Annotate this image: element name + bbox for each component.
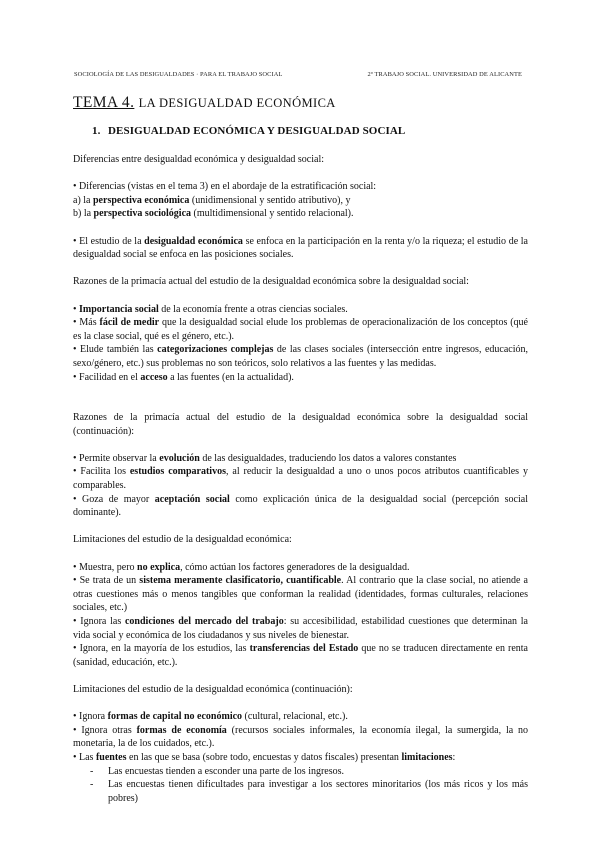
list-item: • Se trata de un sistema meramente clasificatorio, cuantificable. Al contrario que la clase social, no atiende a otras cuestiones más o menos tangibles que conforman la realidad (identidades, formas culturales, relaciones sociales, etc.) (73, 575, 528, 614)
bullet-line: • Diferencias (vistas en el tema 3) en el abordaje de la estratificación social: (73, 181, 377, 193)
dash-list-item: - Las encuestas tienden a esconder una parte de los ingresos. (90, 765, 345, 777)
list-item: • Ignora formas de capital no económico (cultural, relacional, etc.). (73, 711, 348, 723)
chapter-title-text: LA DESIGUALDAD ECONÓMICA (138, 96, 336, 110)
list-item: • Las fuentes en las que se basa (sobre todo, encuestas y datos fiscales) presentan limitaciones: (73, 751, 456, 763)
list-item: • Más fácil de medir que la desigualdad social elude los problemas de operacionalización de los conceptos (qué es la clase social, qué es el género, etc.). (73, 317, 528, 342)
list-item-a: a) la perspectiva económica (unidimensional y sentido atributivo), y (73, 194, 351, 206)
section-heading-text: DESIGUALDAD ECONÓMICA Y DESIGUALDAD SOCIAL (108, 125, 406, 137)
list-item: • Ignora, en la mayoría de los estudios, las transferencias del Estado que no se traducen directamente en renta (sanidad, educación, etc.). (73, 643, 528, 668)
dash-marker: - (90, 779, 94, 791)
section-heading (92, 125, 405, 137)
list-item-b: b) la perspectiva sociológica (multidimensional y sentido relacional). (73, 208, 354, 220)
list-item: • Facilidad en el acceso a las fuentes (en la actualidad). (73, 371, 294, 383)
running-header-right: 2º TRABAJO SOCIAL. UNIVERSIDAD DE ALICANTE (367, 71, 522, 78)
paragraph-limitations-heading: Limitaciones del estudio de la desigualdad económica: (73, 534, 292, 546)
dash-marker: - (90, 765, 94, 777)
paragraph-reasons-heading: Razones de la primacía actual del estudio de la desigualdad económica sobre la desigualdad social: (73, 276, 469, 288)
list-item: • Muestra, pero no explica, cómo actúan los factores generadores de la desigualdad. (73, 561, 410, 573)
paragraph-intro: Diferencias entre desigualdad económica y desigualdad social: (73, 154, 325, 165)
list-item: • Elude también las categorizaciones complejas de las clases sociales (intersección entre ingresos, educación, sexo/género, etc.) sus problemas no son teóricos, solo relativos a las fuentes y las medidas. (73, 344, 528, 369)
paragraph-economic-study: • El estudio de la desigualdad económica se enfoca en la participación en la renta y/o la riqueza; el estudio de la desigualdad social se enfoca en las posiciones sociales. (73, 235, 528, 261)
reasons-continued-list (73, 452, 528, 520)
list-item: • Ignora otras formas de economía (recursos sociales informales, la economía ilegal, la sumergida, la no monetaria, la de los cuidados, etc.). (73, 724, 529, 750)
list-item: • Ignora las condiciones del mercado del trabajo: su accesibilidad, estabilidad cuestiones que determinan la vida social y económica de los ciudadanos y sus niveles de bienestar. (73, 616, 528, 641)
list-item: • Goza de mayor aceptación social como explicación única de la desigualdad social (percepción social dominante). (73, 493, 528, 519)
paragraph-reasons-continued-heading: Razones de la primacía actual del estudio de la desigualdad económica sobre la desigualdad social (continuación): (73, 412, 528, 437)
section-number: 1. (92, 125, 101, 137)
list-item: • Permite observar la evolución de las desigualdades, traduciendo los datos a valores constantes (73, 452, 457, 464)
limitations-continued-list (73, 710, 528, 805)
chapter-number: TEMA 4. (73, 94, 135, 111)
dash-list-item: - Las encuestas tienen dificultades para investigar a los sectores minoritarios (los más ricos y los más pobres) (90, 779, 528, 804)
list-item: • Importancia social de la economía frente a otras ciencias sociales. (73, 303, 348, 315)
limitations-list (73, 561, 528, 670)
paragraph-differences (73, 180, 528, 221)
document-body (73, 153, 528, 805)
chapter-title (73, 94, 336, 112)
running-header-left: SOCIOLOGÍA DE LAS DESIGUALDADES · PARA EL TRABAJO SOCIAL (74, 71, 283, 78)
reasons-list (73, 303, 528, 385)
list-item: • Facilita los estudios comparativos, al reducir la desigualdad a uno o unos pocos atributos cuantificables y comparables. (73, 466, 528, 492)
paragraph-limitations-continued-heading: Limitaciones del estudio de la desigualdad económica (continuación): (73, 683, 353, 695)
